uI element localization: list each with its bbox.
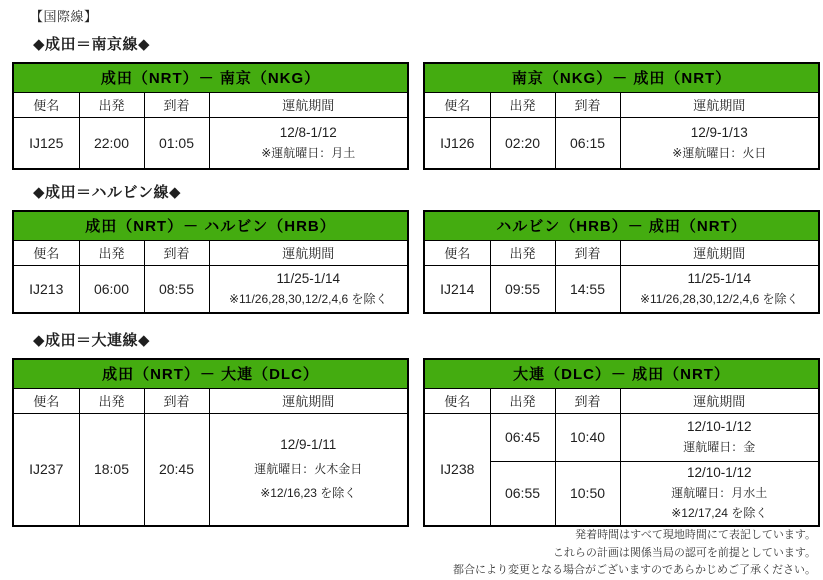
period-exclusions: ※11/26,28,30,12/2,4,6 を除く (228, 291, 388, 306)
col-header-flight: 便名 (13, 240, 79, 265)
period-dates: 11/25-1/14 (276, 270, 341, 286)
col-header-period: 運航期間 (620, 388, 819, 413)
operation-period (209, 265, 408, 313)
period-exclusions: ※12/16,23 を除く (260, 486, 357, 501)
section-nanjing (0, 33, 823, 170)
column-header-row (13, 240, 408, 265)
route-header: ハルビン（HRB）－ 成田（NRT） (424, 211, 819, 240)
operation-period (209, 413, 408, 526)
schedule-table-dlc-nrt (423, 358, 820, 527)
flight-number: IJ213 (13, 265, 79, 313)
schedule-table-nrt-dlc (12, 358, 409, 527)
schedule-table-hrb-nrt (423, 210, 820, 314)
col-header-departure: 出発 (79, 240, 144, 265)
flight-number: IJ214 (424, 265, 490, 313)
col-header-departure: 出発 (490, 92, 555, 117)
col-header-departure: 出発 (79, 92, 144, 117)
arrival-time: 20:45 (144, 413, 209, 526)
footnote-line: 都合により変更となる場合がございますのであらかじめご了承ください。 (453, 564, 816, 576)
column-header-row (424, 240, 819, 265)
operation-period (620, 413, 819, 461)
period-days: 運航曜日：火木金日 (254, 462, 363, 477)
arrival-time: 10:50 (555, 461, 620, 526)
operation-period (620, 117, 819, 169)
departure-time: 06:00 (79, 265, 144, 313)
period-exclusions: ※12/17,24 を除く (671, 506, 768, 521)
section-title-dalian: ◆成田＝大連線◆ (33, 332, 151, 349)
departure-time: 22:00 (79, 117, 144, 169)
col-header-arrival: 到着 (144, 92, 209, 117)
column-header-row (13, 388, 408, 413)
col-header-period: 運航期間 (209, 240, 408, 265)
arrival-time: 14:55 (555, 265, 620, 313)
tables-row (12, 358, 823, 527)
footnote-line: これらの計画は関係当局の認可を前提としています。 (552, 546, 816, 559)
route-header: 南京（NKG）－ 成田（NRT） (424, 63, 819, 92)
column-header-row (13, 92, 408, 117)
col-header-departure: 出発 (490, 240, 555, 265)
period-days: 運航曜日：月水土 (671, 486, 768, 501)
schedule-row (424, 117, 819, 169)
period-exclusions: ※11/26,28,30,12/2,4,6 を除く (639, 291, 799, 306)
tables-row (12, 62, 823, 170)
col-header-period: 運航期間 (620, 240, 819, 265)
schedule-row (13, 413, 408, 526)
col-header-flight: 便名 (424, 92, 490, 117)
departure-time: 06:55 (490, 461, 555, 526)
arrival-time: 01:05 (144, 117, 209, 169)
col-header-departure: 出発 (79, 388, 144, 413)
period-days-note: ※運航曜日：火日 (672, 145, 767, 160)
section-title-nanjing: ◆成田＝南京線◆ (33, 36, 151, 53)
col-header-flight: 便名 (424, 388, 490, 413)
col-header-arrival: 到着 (144, 388, 209, 413)
col-header-period: 運航期間 (209, 92, 408, 117)
arrival-time: 10:40 (555, 413, 620, 461)
period-dates: 12/9-1/11 (280, 437, 337, 453)
col-header-period: 運航期間 (209, 388, 408, 413)
schedule-row (424, 265, 819, 313)
flight-number: IJ237 (13, 413, 79, 526)
period-dates: 12/9-1/13 (690, 124, 748, 140)
schedule-table-nrt-hrb (12, 210, 409, 314)
col-header-period: 運航期間 (620, 92, 819, 117)
route-header: 成田（NRT）－ 南京（NKG） (13, 63, 408, 92)
flight-number: IJ238 (424, 413, 490, 526)
arrival-time: 06:15 (555, 117, 620, 169)
flight-number: IJ125 (13, 117, 79, 169)
col-header-arrival: 到着 (555, 92, 620, 117)
schedule-row (13, 117, 408, 169)
schedule-table-nkg-nrt (423, 62, 820, 170)
schedule-row (424, 413, 819, 461)
period-dates: 12/8-1/12 (279, 124, 337, 140)
departure-time: 06:45 (490, 413, 555, 461)
col-header-departure: 出発 (490, 388, 555, 413)
route-header: 成田（NRT）－ 大連（DLC） (13, 359, 408, 388)
period-dates: 12/10-1/12 (686, 419, 752, 434)
departure-time: 18:05 (79, 413, 144, 526)
route-header: 大連（DLC）－ 成田（NRT） (424, 359, 819, 388)
section-harbin (0, 181, 823, 314)
section-dalian (0, 329, 823, 527)
footnotes (453, 527, 816, 580)
operation-period (620, 265, 819, 313)
section-title-harbin: ◆成田＝ハルビン線◆ (33, 184, 182, 201)
column-header-row (424, 388, 819, 413)
schedule-row (13, 265, 408, 313)
route-header: 成田（NRT）－ ハルビン（HRB） (13, 211, 408, 240)
departure-time: 09:55 (490, 265, 555, 313)
col-header-flight: 便名 (13, 92, 79, 117)
period-dates: 12/10-1/12 (686, 465, 752, 481)
operation-period (209, 117, 408, 169)
tables-row (12, 210, 823, 314)
footnote-line: 発着時間はすべて現地時間にて表記しています。 (575, 529, 816, 541)
flight-number: IJ126 (424, 117, 490, 169)
column-header-row (424, 92, 819, 117)
period-days: 運航曜日：金 (683, 440, 756, 454)
period-days-note: ※運航曜日：月土 (261, 145, 356, 160)
period-dates: 11/25-1/14 (687, 270, 752, 286)
col-header-arrival: 到着 (555, 240, 620, 265)
page-title: 【国際線】 (30, 9, 98, 24)
col-header-arrival: 到着 (555, 388, 620, 413)
operation-period (620, 461, 819, 526)
col-header-flight: 便名 (13, 388, 79, 413)
col-header-arrival: 到着 (144, 240, 209, 265)
departure-time: 02:20 (490, 117, 555, 169)
col-header-flight: 便名 (424, 240, 490, 265)
schedule-table-nrt-nkg (12, 62, 409, 170)
arrival-time: 08:55 (144, 265, 209, 313)
